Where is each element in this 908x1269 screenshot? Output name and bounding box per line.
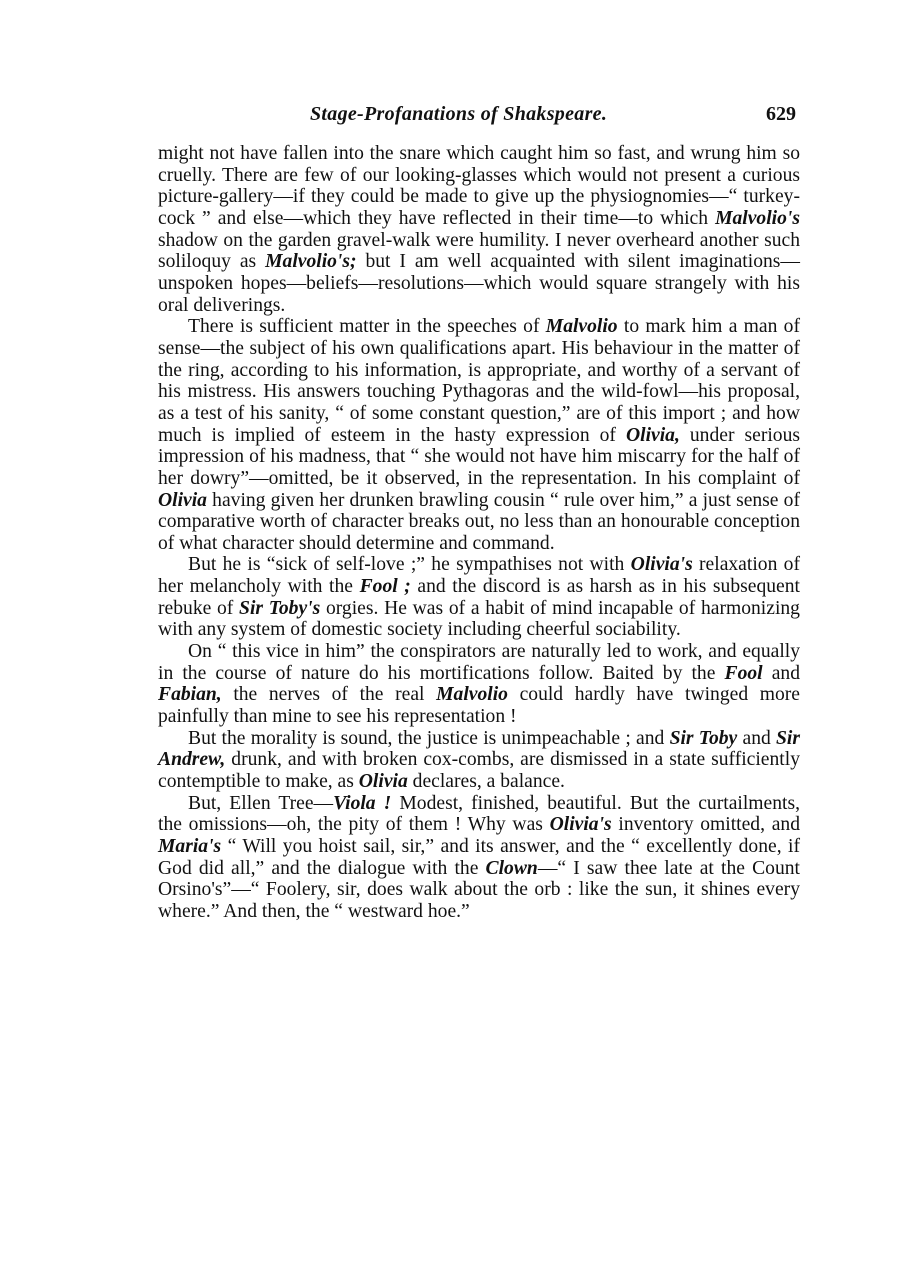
italic-name: Malvolio — [545, 316, 618, 338]
italic-name: Clown — [485, 857, 538, 879]
paragraph: There is sufficient matter in the speeches of Malvolio to mark him a man of sense—the subject of his own qualifications apart. His behaviour in the matter of the ring, according to his information, is appropriate, and worthy of a servant of his mistress. His answers touching Pythagoras and the wild-fowl—his proposal, as a test of his sanity, “ of some constant question,” are of this import ; and how much is implied of esteem in the hasty expression of Olivia, under serious impression of his madness, that “ she would not have him miscarry for the half of her dowry”—omitted, be it observed, in the representation. In his complaint of Olivia having given her drunken brawling cousin “ rule over him,” a just sense of comparative worth of character breaks out, no less than an honourable conception of what character should determine and command. — [158, 316, 801, 554]
italic-name: Olivia — [158, 489, 207, 511]
italic-name: Olivia, — [625, 424, 680, 446]
italic-name: Fabian, — [158, 684, 222, 706]
italic-name: Malvolio — [436, 684, 508, 706]
italic-name: Fool ; — [359, 576, 411, 598]
italic-name: Viola ! — [333, 792, 392, 814]
paragraph: But, Ellen Tree—Viola ! Modest, finished, beautiful. But the curtailments, the omissions—oh, the pity of them ! Why was Olivia's inventory omitted, and Maria's “ Will you hoist sail, sir,” and its answer, and the “ excellently done, if God did all,” and the dialogue with the Clown—“ I saw thee late at the Count Orsino's”—“ Foolery, sir, does walk about the orb : like the sun, it shines every where.” And then, the “ westward hoe.” — [158, 792, 801, 922]
italic-name: Malvolio's — [715, 207, 800, 229]
paragraph: might not have fallen into the snare which caught him so fast, and wrung him so cruelly. There are few of our looking-glasses which would not present a curious picture-gallery—if they could be made to give up the physiognomies—“ turkey-cock ” and else—which they have reflected in their time—to which Malvolio's shadow on the garden gravel-walk were humility. I never overheard another such soliloquy as Malvolio's; but I am well acquainted with silent imaginations—unspoken hopes—beliefs—resolutions—which would square strangely with his oral deliverings. — [158, 143, 801, 316]
paragraph: On “ this vice in him” the conspirators are naturally led to work, and equally in the course of nature do his mortifications follow. Baited by the Fool and Fabian, the nerves of the real Malvolio could hardly have twinged more painfully than mine to see his representation ! — [158, 641, 800, 728]
running-title: Stage-Profanations of Shakspeare. — [310, 103, 608, 125]
italic-name: Olivia's — [630, 554, 693, 576]
italic-name: Malvolio's; — [265, 251, 357, 273]
paragraph: But he is “sick of self-love ;” he sympathises not with Olivia's relaxation of her melancholy with the Fool ; and the discord is as harsh as in his subsequent rebuke of Sir Toby's orgies. He was of a habit of mind incapable of harmonizing with any system of domestic society including cheerful sociability. — [158, 554, 800, 641]
italic-name: Fool — [724, 662, 763, 684]
italic-name: Sir Andrew, — [158, 727, 800, 771]
running-head — [160, 103, 800, 131]
body-text — [158, 143, 800, 923]
italic-name: Sir Toby's — [239, 597, 321, 619]
page-number: 629 — [766, 103, 796, 125]
italic-name: Olivia's — [549, 814, 612, 836]
italic-name: Olivia — [358, 771, 408, 793]
italic-name: Maria's — [158, 836, 222, 857]
paragraph: But the morality is sound, the justice is unimpeachable ; and Sir Toby and Sir Andrew, drunk, and with broken cox-combs, are dismissed in a state sufficiently contemptible to make, as Olivia declares, a balance. — [158, 727, 800, 793]
italic-name: Sir Toby — [669, 727, 738, 749]
